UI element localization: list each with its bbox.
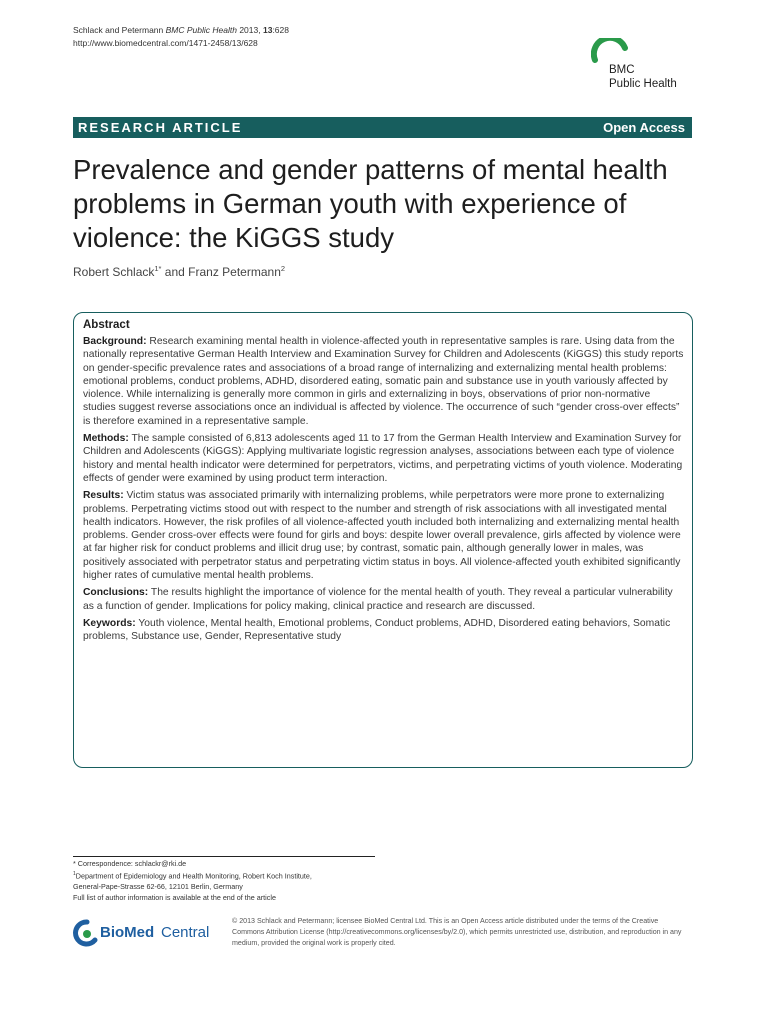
logo-line-bmc: BMC — [609, 64, 635, 76]
abstract-keywords — [83, 617, 685, 644]
article-title: Prevalence and gender patterns of mental health problems in German youth with experience of violence: the KiGGS study — [73, 154, 668, 253]
article-number: :628 — [272, 25, 289, 35]
author-info-note: Full list of author information is available at the end of the article — [73, 893, 276, 903]
affiliation-note — [73, 869, 375, 881]
biomed-swirl-icon — [73, 918, 99, 948]
logo-line-public-health: Public Health — [609, 78, 677, 90]
affiliation-sup: 1 — [73, 871, 76, 877]
biomed-text: BioMed — [100, 924, 155, 941]
biomed-central-logo — [73, 918, 223, 952]
section-text: The results highlight the importance of violence for the mental health of youth. They reveal a particular vulnerability as a function of gender. Implications for policy making, clinical practice and research are discussed. — [83, 587, 673, 612]
section-label: Methods: — [83, 433, 129, 445]
section-label: Background: — [83, 336, 147, 347]
abstract-conclusions — [83, 586, 685, 613]
section-label: Keywords: — [83, 617, 136, 629]
footnotes — [73, 856, 375, 903]
section-text: Youth violence, Mental health, Emotional problems, Conduct problems, ADHD, Disordered eating behaviors, Somatic problems, Substance use, Gender, Representative study — [83, 617, 671, 643]
section-text: Victim status was associated primarily with internalizing problems, while perpetrators were more prone to externalizing problems. Perpetrating victims stood out with respect to the number and strength of risk associations with all investigated mental health indicators. However, the risk profiles of all violence-affected youth included both internalizing and externalizing mental health problems. Gender cross-over effects were found for girls and boys: despite lower overall prevalence, girls affected by violence were at far higher risk for conduct problems and illicit drug use; by contrast, somatic pain, although generally lower in males, was positively associated with perpetrator status and perpetrating victim status in boys. All violence-affected youth exhibited significantly higher rates of cumulative mental health problems. — [83, 490, 681, 582]
abstract-results — [83, 489, 685, 582]
affiliation-text: Department of Epidemiology and Health Monitoring, Robert Koch Institute, — [75, 871, 312, 881]
author-2: and Franz Petermann — [161, 265, 281, 279]
abstract-heading: Abstract — [83, 319, 130, 331]
address-note: General-Pape-Strasse 62-66, 12101 Berlin, Germany — [73, 882, 243, 892]
author-1: Robert Schlack — [73, 265, 155, 279]
license-text: © 2013 Schlack and Petermann; licensee BioMed Central Ltd. This is an Open Access article distributed under the terms of the Creative Commons Attribution License (http://creativecommons.org/licenses/by/2.0), which permits unrestricted use, distribution, and reproduction in any medium, provided the original work is properly cited. — [232, 917, 682, 947]
journal-name: BMC Public Health — [165, 25, 237, 35]
article-type-banner — [73, 117, 692, 138]
article-type-label: RESEARCH ARTICLE — [78, 120, 243, 135]
section-text: Research examining mental health in violence-affected youth in representative samples is rare. Using data from the nationally representative German Health Interview and Examination Survey for Children and Adolescents (KiGGS) this study reports on gender-specific prevalence rates and associations of a broad range of internalizing and externalizing mental health problems: emotional problems, conduct problems, ADHD, disordered eating, somatic pain and substance use in youth variously affected by violence. While internalizing is generally more common in girls and externalizing in boys, observations of prior non-normative studies suggest reverse associations once an individual is affected by violence. The occurrence of such “gender cross-over effects” is therefore examined in a representative sample. — [83, 336, 684, 427]
citation-authors: Schlack and Petermann — [73, 25, 164, 35]
author-2-affiliation: 2 — [280, 264, 286, 273]
author-list — [73, 264, 285, 279]
author-1-affiliation: 1* — [154, 264, 162, 273]
article-url[interactable]: http://www.biomedcentral.com/1471-2458/13/628 — [73, 38, 258, 48]
section-label: Conclusions: — [83, 587, 149, 599]
abstract-box — [73, 312, 693, 768]
section-text: The sample consisted of 6,813 adolescents aged 11 to 17 from the German Health Interview and Examination Survey for Children and Adolescents (KiGGS): Applying multivariate logistic regression analyses, associations between each type of violence history and mental health indicator were determined for perpetrators, victims, and perpetrating victims of youth violence. Moderating effects of gender were examined by using product term interaction. — [83, 433, 683, 484]
section-label: Results: — [83, 490, 124, 502]
abstract-background — [83, 335, 685, 428]
central-text: Central — [161, 924, 210, 941]
citation-year: 2013, — [236, 25, 263, 35]
bmc-public-health-logo — [591, 38, 701, 98]
correspondence-note: * Correspondence: schlackr@rki.de — [73, 859, 187, 868]
abstract-methods — [83, 432, 685, 485]
citation-header — [73, 24, 289, 50]
volume-number: 13 — [262, 25, 273, 35]
open-access-label: Open Access — [603, 120, 685, 135]
